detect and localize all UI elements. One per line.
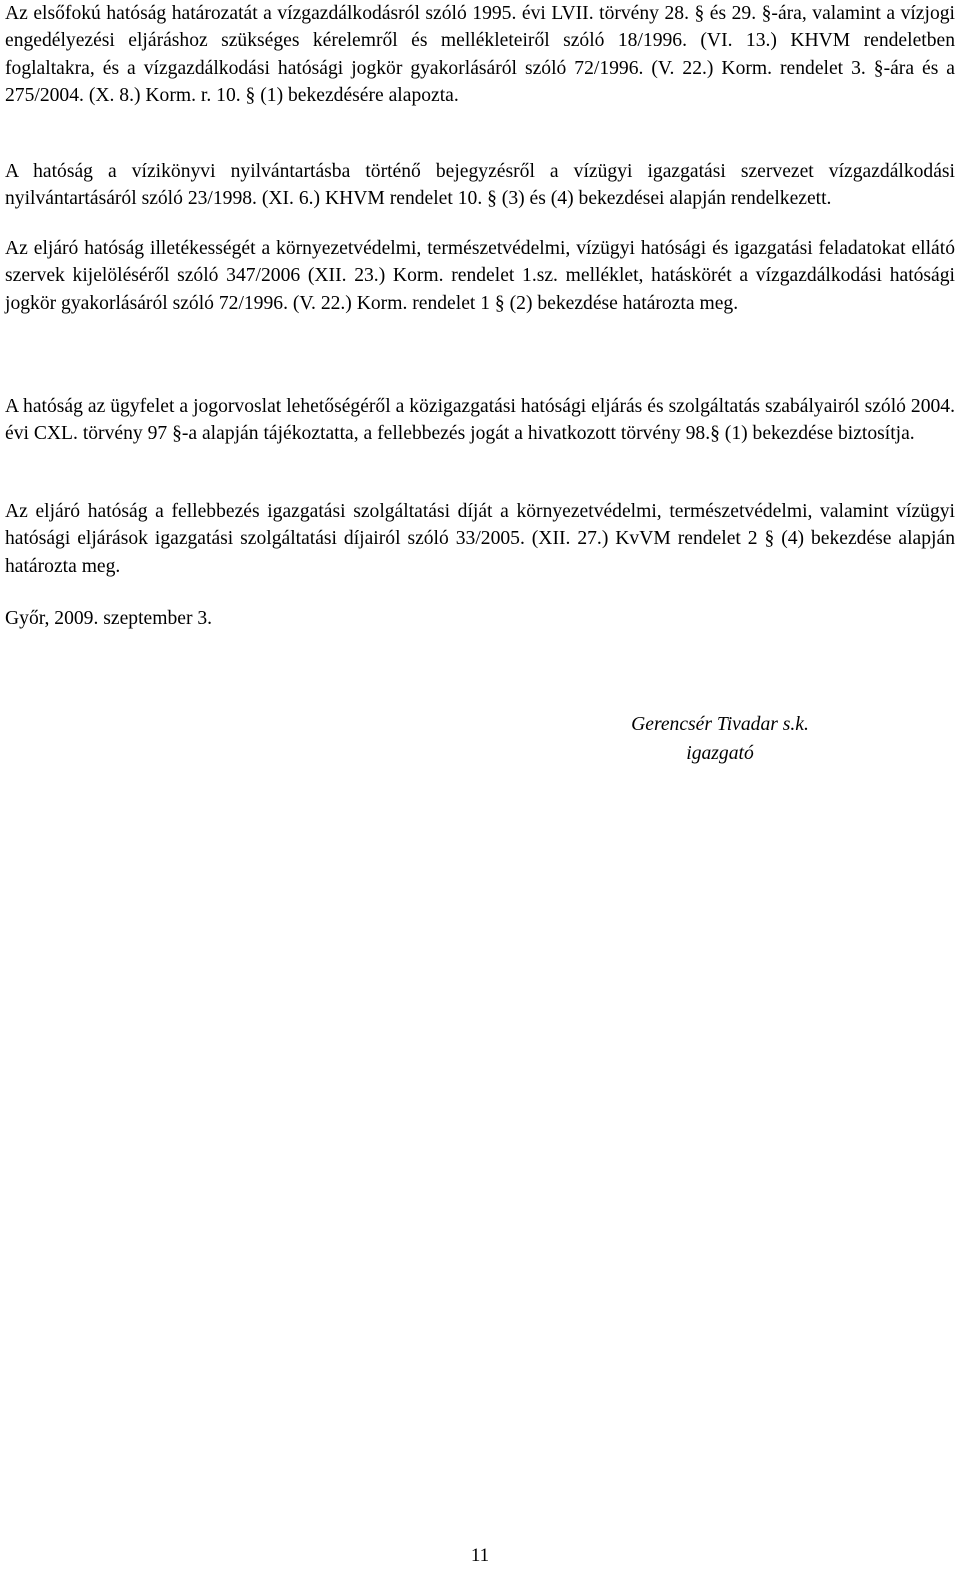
paragraph-water-register: A hatóság a vízikönyvi nyilvántartásba történő bejegyzésről a vízügyi igazgatási szervezet vízgazdálkodási nyilvántartásáról szóló 23/1998. (XI. 6.) KHVM rendelet 10. § (3) és (4) bekezdései alapján rendelkezett. [5,161,955,210]
signatory-title: igazgató [686,743,754,764]
paragraph-legal-basis: Az elsőfokú hatóság határozatát a vízgazdálkodásról szóló 1995. évi LVII. törvény 28. § és 29. §-ára, valamint a vízjogi engedélyezési eljáráshoz szükséges kérelemről és mellékleteiről szóló 18/1996. (VI. 13.) KHVM rendeletben foglaltakra, és a vízgazdálkodási hatósági jogkör gyakorlásáról szóló 72/1996. (V. 22.) Korm. rendelet 3. §-ára és a 275/2004. (X. 8.) Korm. r. 10. § (1) bekezdésére alapozta. [5,3,955,106]
page-number: 11 [470,1545,490,1566]
place-and-date: Győr, 2009. szeptember 3. [5,608,213,629]
paragraph-legal-remedy: A hatóság az ügyfelet a jogorvoslat lehetőségéről a közigazgatási hatósági eljárás és szolgáltatás szabályairól szóló 2004. évi CXL. törvény 97 §-a alapján tájékoztatta, a fellebbezés jogát a hivatkozott törvény 98.§ (1) bekezdése biztosítja. [5,396,955,445]
signature-block [560,710,880,768]
paragraph-appeal-fee: Az eljáró hatóság a fellebbezés igazgatási szolgáltatási díját a környezetvédelmi, természetvédelmi, valamint vízügyi hatósági eljárások igazgatási szolgáltatási díjairól szóló 33/2005. (XII. 27.) KvVM rendelet 2 § (4) bekezdése alapján határozta meg. [5,501,955,577]
paragraph-jurisdiction: Az eljáró hatóság illetékességét a környezetvédelmi, természetvédelmi, vízügyi hatósági és igazgatási feladatokat ellátó szervek kijelöléséről szóló 347/2006 (XII. 23.) Korm. rendelet 1.sz. melléklet, hatáskörét a vízgazdálkodási hatósági jogkör gyakorlásáról szóló 72/1996. (V. 22.) Korm. rendelet 1 § (2) bekezdése határozta meg. [5,238,955,314]
signatory-name: Gerencsér Tivadar s.k. [631,714,809,735]
